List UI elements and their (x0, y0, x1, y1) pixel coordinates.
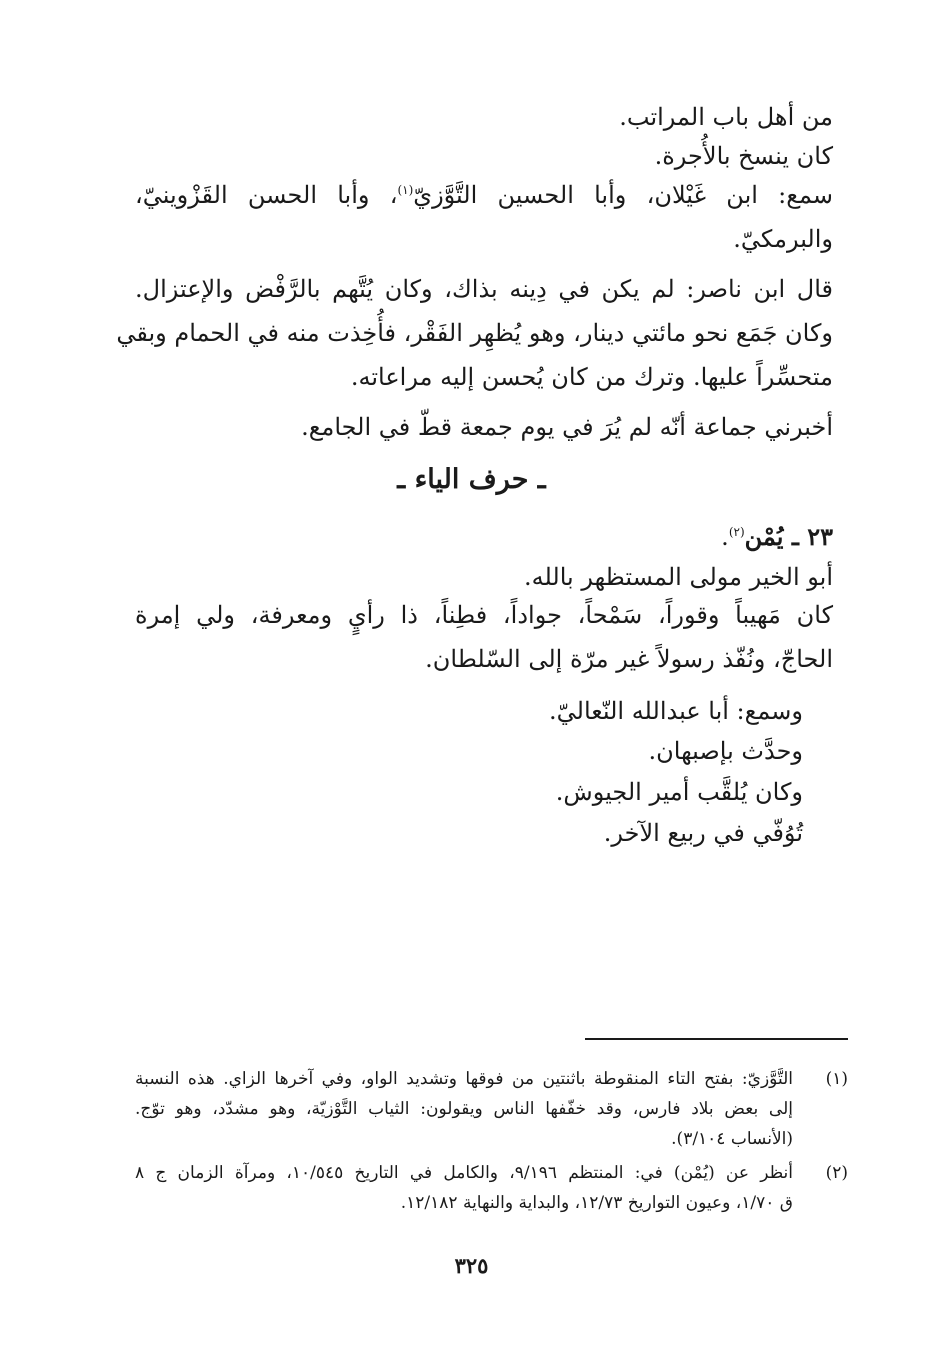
page-number: ٣٢٥ (454, 1253, 489, 1278)
entry-title: ٢٣ ـ يُمْن (744, 522, 833, 551)
body-line-8: أخبرني جماعة أنّه لم يُرَ في يوم جمعة قطّ في الجامع. (301, 413, 833, 441)
body-line-6: وكان جَمَع نحو مائتي دينار، وهو يُظهِر الفَقْر، فأُخِذت منه في الحمام وبقي (116, 319, 833, 347)
footnote-2-line-2: ق ١/٧٠، وعيون التواريخ ١٢/٧٣، والبداية والنهاية ١٢/١٨٢. (400, 1193, 793, 1213)
body-line-7: متحسِّراً عليها. وترك من كان يُحسن إليه مراعاته. (350, 363, 833, 391)
entry-line-5: وحدَّث بإصبهان. (648, 737, 803, 765)
footnote-separator (585, 1038, 848, 1040)
entry-title-end: . (721, 523, 729, 551)
footnote-2-number: (٢) (825, 1163, 848, 1183)
body-line-5: قال ابن ناصر: لم يكن في دِينه بذاك، وكان يُتَّهم بالرَّفْض والإعتزال. (135, 275, 833, 303)
section-heading: ـ حرف الياء ـ (397, 464, 546, 495)
footnote-1-number: (١) (825, 1069, 848, 1089)
footnote-ref-1[interactable]: (١) (397, 183, 414, 197)
footnote-1-line-1: التَّوَّزيّ: بفتح التاء المنقوطة باثنتين من فوقها وتشديد الواو، وفي آخرها الزاي. هذه النسبة (135, 1069, 793, 1089)
entry-line-4: وسمع: أبا عبدالله النّعاليّ. (549, 697, 803, 725)
body-line-4: والبرمكيّ. (733, 225, 833, 253)
body-line-1: من أهل باب المراتب. (619, 103, 833, 131)
entry-line-1: أبو الخير مولى المستظهر بالله. (523, 563, 833, 591)
entry-title-line (721, 520, 833, 554)
body-line-3-start: سمع: ابن غَيْلان، وأبا الحسين التَّوَّزيّ (413, 181, 833, 209)
body-line-3 (135, 178, 833, 212)
entry-line-6: وكان يُلقَّب أمير الجيوش. (555, 778, 803, 806)
footnote-2-line-1: أنظر عن (يُمْن) في: المنتظم ٩/١٩٦، والكامل في التاريخ ١٠/٥٤٥، ومرآة الزمان ج ٨ (135, 1163, 794, 1183)
footnote-1-line-3: (الأنساب ٣/١٠٤). (671, 1129, 793, 1149)
footnote-1-line-2: إلى بعض بلاد فارس، وقد خفّفها الناس ويقولون: الثياب التَّوْزيّة، وهو مشدّد، وهو توّج. (135, 1099, 793, 1119)
footnote-ref-2[interactable]: (٢) (728, 525, 745, 539)
entry-line-2: كان مَهيباً وقوراً، سَمْحاً، جواداً، فطِناً، ذا رأيٍ ومعرفة، ولي إمرة (135, 601, 833, 629)
body-line-2: كان ينسخ بالأُجرة. (654, 142, 833, 170)
body-line-3-end: ، وأبا الحسن القَزْوينيّ، (135, 181, 398, 209)
entry-line-7: تُوُفّي في ربيع الآخر. (603, 819, 803, 847)
entry-line-3: الحاجّ، ونُفّذ رسولاً غير مرّة إلى السّلطان. (425, 645, 833, 673)
